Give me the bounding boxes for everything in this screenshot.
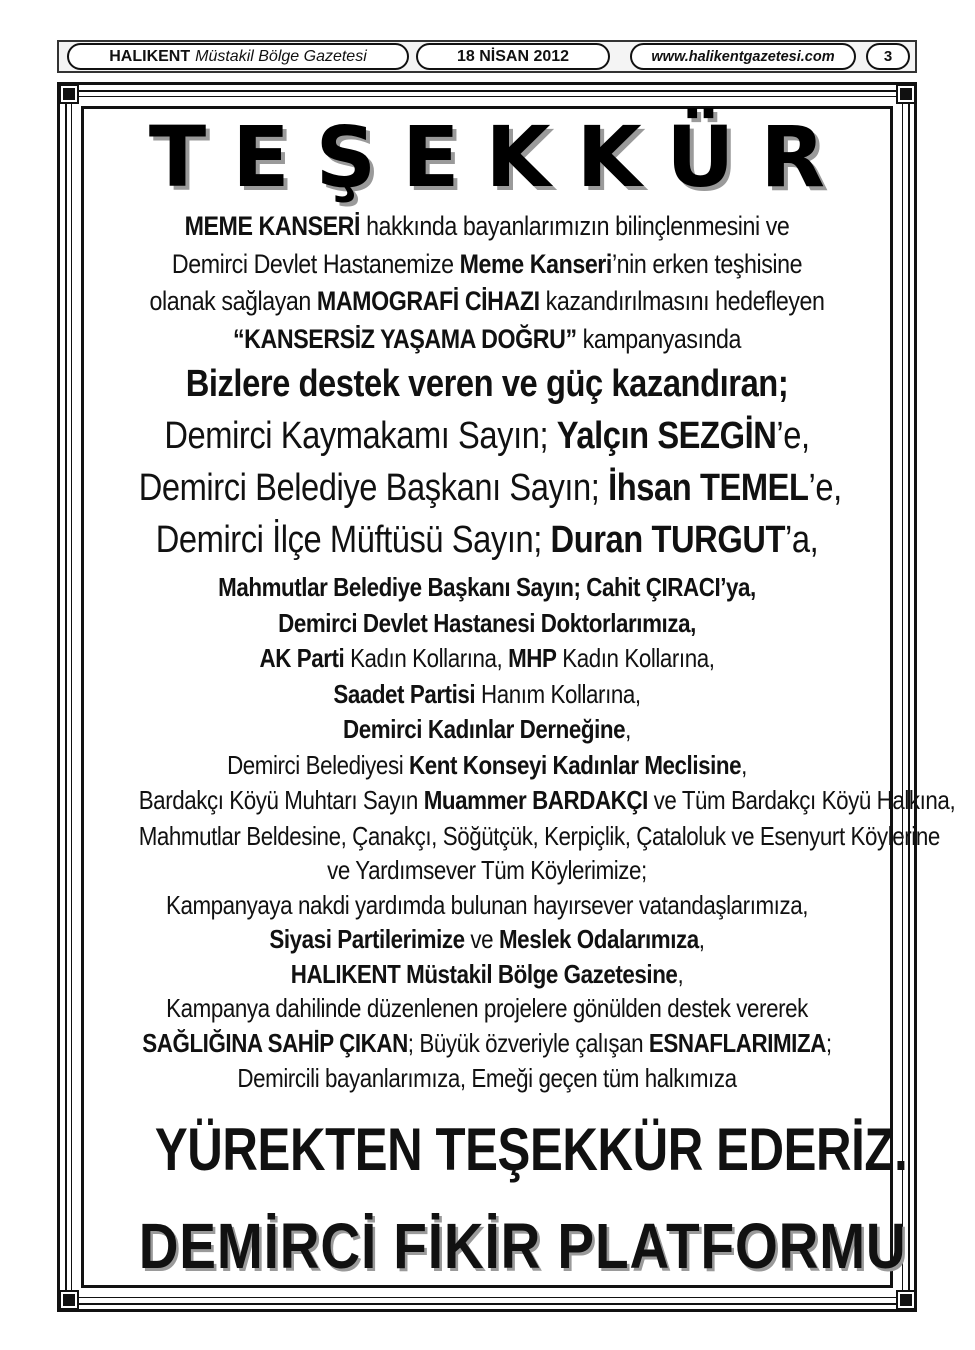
newspaper-name: HALIKENT [109, 47, 191, 65]
thanks-line: Siyasi Partilerimize ve Meslek Odalarımıza, [269, 924, 705, 955]
website-link[interactable]: www.halikentgazetesi.com [630, 43, 856, 70]
signature-organization: DEMİRCİ FİKİR PLATFORMU [138, 1210, 907, 1282]
frame-rule-bottom [57, 1303, 917, 1305]
notice-title: TEŞEKKÜR [148, 108, 852, 206]
frame-rule-right [908, 82, 910, 1312]
official-line: Demirci Belediye Başkanı Sayın; İhsan TEMEL’e, [138, 467, 842, 509]
thanks-line: Mahmutlar Beldesine, Çanakçı, Söğütçük, Kerpiçlik, Çataloluk ve Esenyurt Köylerine [138, 820, 940, 851]
notice-body [82, 208, 956, 1095]
thanks-line: Demirci Kadınlar Derneğine, [343, 714, 631, 744]
thanks-line: Kampanya dahilinde düzenlenen projelere gönülden destek vererek [166, 993, 808, 1024]
thanks-line: AK Parti Kadın Kollarına, MHP Kadın Kollarına, [259, 643, 715, 673]
issue-date: 18 NİSAN 2012 [416, 43, 610, 70]
thanks-line: HALIKENT Müstakil Bölge Gazetesine, [290, 958, 684, 989]
frame-corner-top-right [898, 86, 914, 102]
page-number: 3 [866, 43, 910, 70]
intro-line: olanak sağlayan MAMOGRAFİ CİHAZI kazandırılmasını hedefleyen [149, 286, 825, 316]
thanks-line: Demirci Devlet Hastanesi Doktorlarımıza, [278, 607, 696, 638]
thanks-line: SAĞLIĞINA SAHİP ÇIKAN; Büyük özveriyle çalışan ESNAFLARIMIZA; [142, 1028, 832, 1059]
frame-rule-top [57, 90, 917, 92]
frame-corner-bottom-left [61, 1292, 77, 1308]
thanks-line: Bardakçı Köyü Muhtarı Sayın Muammer BARDAKÇI ve Tüm Bardakçı Köyü Halkına, [138, 785, 956, 815]
thanks-line: ve Yardımsever Tüm Köylerimize; [327, 855, 647, 886]
intro-line: MEME KANSERİ hakkında bayanlarımızın bilinçlenmesini ve [184, 211, 790, 241]
official-line: Demirci Kaymakamı Sayın; Yalçın SEZGİN’e, [164, 415, 810, 457]
support-heading: Bizlere destek veren ve güç kazandıran; [185, 363, 789, 405]
thanks-line: Demirci Belediyesi Kent Konseyi Kadınlar Meclisine, [227, 749, 747, 780]
newspaper-subtitle: Müstakil Bölge Gazetesi [195, 47, 367, 65]
official-line: Demirci İlçe Müftüsü Sayın; Duran TURGUT’a, [155, 519, 819, 561]
intro-line: “KANSERSİZ YAŞAMA DOĞRU” kampanyasında [233, 323, 741, 354]
thanks-line: Demircili bayanlarımıza, Emeği geçen tüm halkımıza [237, 1062, 737, 1093]
newspaper-name-label [67, 43, 409, 70]
closing-statement: YÜREKTEN TEŞEKKÜR EDERİZ. [154, 1116, 908, 1183]
intro-line: Demirci Devlet Hastanemize Meme Kanseri’nin erken teşhisine [171, 248, 803, 279]
thanks-line: Kampanyaya nakdi yardımda bulunan hayırsever vatandaşlarımıza, [165, 889, 809, 920]
thanks-line: Saadet Partisi Hanım Kollarına, [333, 678, 641, 709]
frame-corner-bottom-right [898, 1292, 914, 1308]
frame-rule-left [65, 82, 67, 1312]
thanks-line: Mahmutlar Belediye Başkanı Sayın; Cahit ÇIRACI’ya, [218, 572, 756, 602]
frame-corner-top-left [61, 86, 77, 102]
